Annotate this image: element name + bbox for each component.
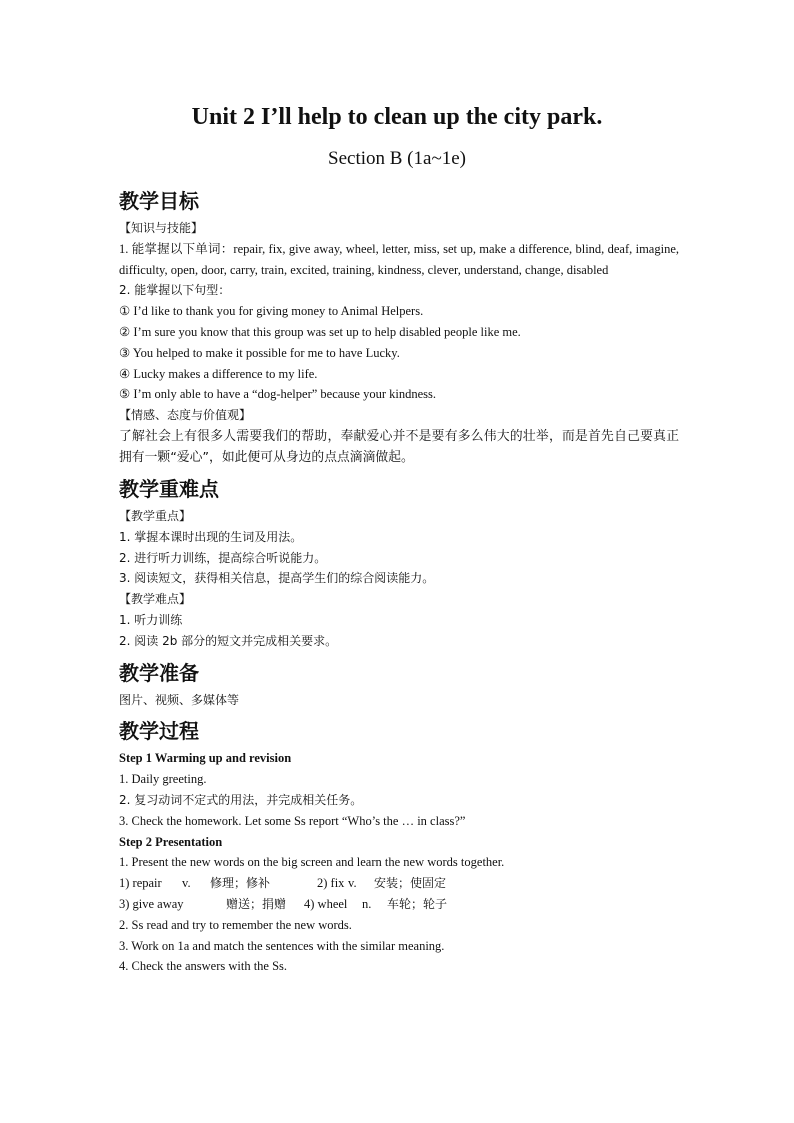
page-title: Unit 2 I’ll help to clean up the city park.: [191, 104, 603, 130]
objectives-heading: 教学目标: [119, 189, 199, 213]
step2-item: 2. Ss read and try to remember the new words.: [119, 917, 352, 932]
pattern-item: ③ You helped to make it possible for me to have Lucky.: [119, 345, 400, 360]
vocab-list: 1. 能掌握以下单词：repair, fix, give away, wheel, letter, miss, set up, make a difference, blind, deaf, imagine, difficulty, open, door, carry, train, excited, training, kindness, clever, understand, change, disabled: [119, 241, 679, 277]
focus-label: 【教学重点】: [119, 508, 192, 523]
patterns-label: 2. 能掌握以下句型：: [119, 283, 231, 298]
step1-item: 3. Check the homework. Let some Ss report “Who’s the … in class?”: [119, 813, 466, 828]
emotion-paragraph: 了解社会上有很多人需要我们的帮助，奉献爱心并不是要有多么伟大的壮举，而是首先自己要真正拥有一颗“爱心”，如此便可从身边的点点滴滴做起。: [119, 428, 679, 465]
step2-item: 4. Check the answers with the Ss.: [119, 959, 288, 974]
pattern-item: ④ Lucky makes a difference to my life.: [119, 366, 318, 381]
vocab-word: 3) give away: [119, 896, 184, 911]
vocab-pos: v.: [182, 876, 191, 891]
step2-intro: 1. Present the new words on the big screen and learn the new words together.: [119, 855, 505, 870]
pattern-item: ⑤ I’m only able to have a “dog-helper” because your kindness.: [119, 387, 436, 402]
vocab-row: [119, 894, 679, 915]
focus-item: 1. 掌握本课时出现的生词及用法。: [119, 529, 303, 544]
step2-title: Step 2 Presentation: [119, 834, 223, 849]
keypoints-heading: 教学重难点: [119, 476, 219, 501]
vocab-meaning: 修理；修补: [210, 876, 271, 891]
vocab-meaning: 车轮；轮子: [387, 896, 448, 911]
vocab-pos: n.: [362, 896, 372, 911]
vocab-word: 2) fix: [317, 876, 345, 891]
vocab-pos: v.: [348, 876, 357, 891]
process-heading: 教学过程: [119, 719, 199, 744]
prep-heading: 教学准备: [119, 660, 199, 685]
step2-item: 3. Work on 1a and match the sentences with the similar meaning.: [119, 938, 445, 953]
emotion-label: 【情感、态度与价值观】: [119, 408, 252, 423]
focus-item: 3. 阅读短文，获得相关信息，提高学生们的综合阅读能力。: [119, 571, 435, 586]
difficulty-item: 2. 阅读 2b 部分的短文并完成相关要求。: [119, 633, 338, 648]
vocab-meaning: 赠送；捐赠: [226, 896, 287, 911]
difficulty-label: 【教学难点】: [119, 592, 192, 607]
step1-item: 2. 复习动词不定式的用法，并完成相关任务。: [119, 792, 363, 807]
focus-item: 2. 进行听力训练，提高综合听说能力。: [119, 550, 327, 565]
vocab-word: 4) wheel: [304, 896, 348, 911]
vocab-meaning: 安装；使固定: [374, 876, 447, 891]
vocab-row: [119, 873, 679, 894]
step1-title: Step 1 Warming up and revision: [119, 751, 292, 766]
knowledge-label: 【知识与技能】: [119, 221, 204, 235]
pattern-item: ② I’m sure you know that this group was set up to help disabled people like me.: [119, 324, 521, 339]
vocab-word: 1) repair: [119, 876, 162, 891]
difficulty-item: 1. 听力训练: [119, 612, 183, 627]
page-subtitle: Section B (1a~1e): [328, 148, 466, 169]
step1-item: 1. Daily greeting.: [119, 772, 207, 787]
pattern-item: ① I’d like to thank you for giving money to Animal Helpers.: [119, 304, 424, 319]
document-body: [119, 184, 679, 977]
prep-text: 图片、视频、多媒体等: [119, 692, 240, 707]
